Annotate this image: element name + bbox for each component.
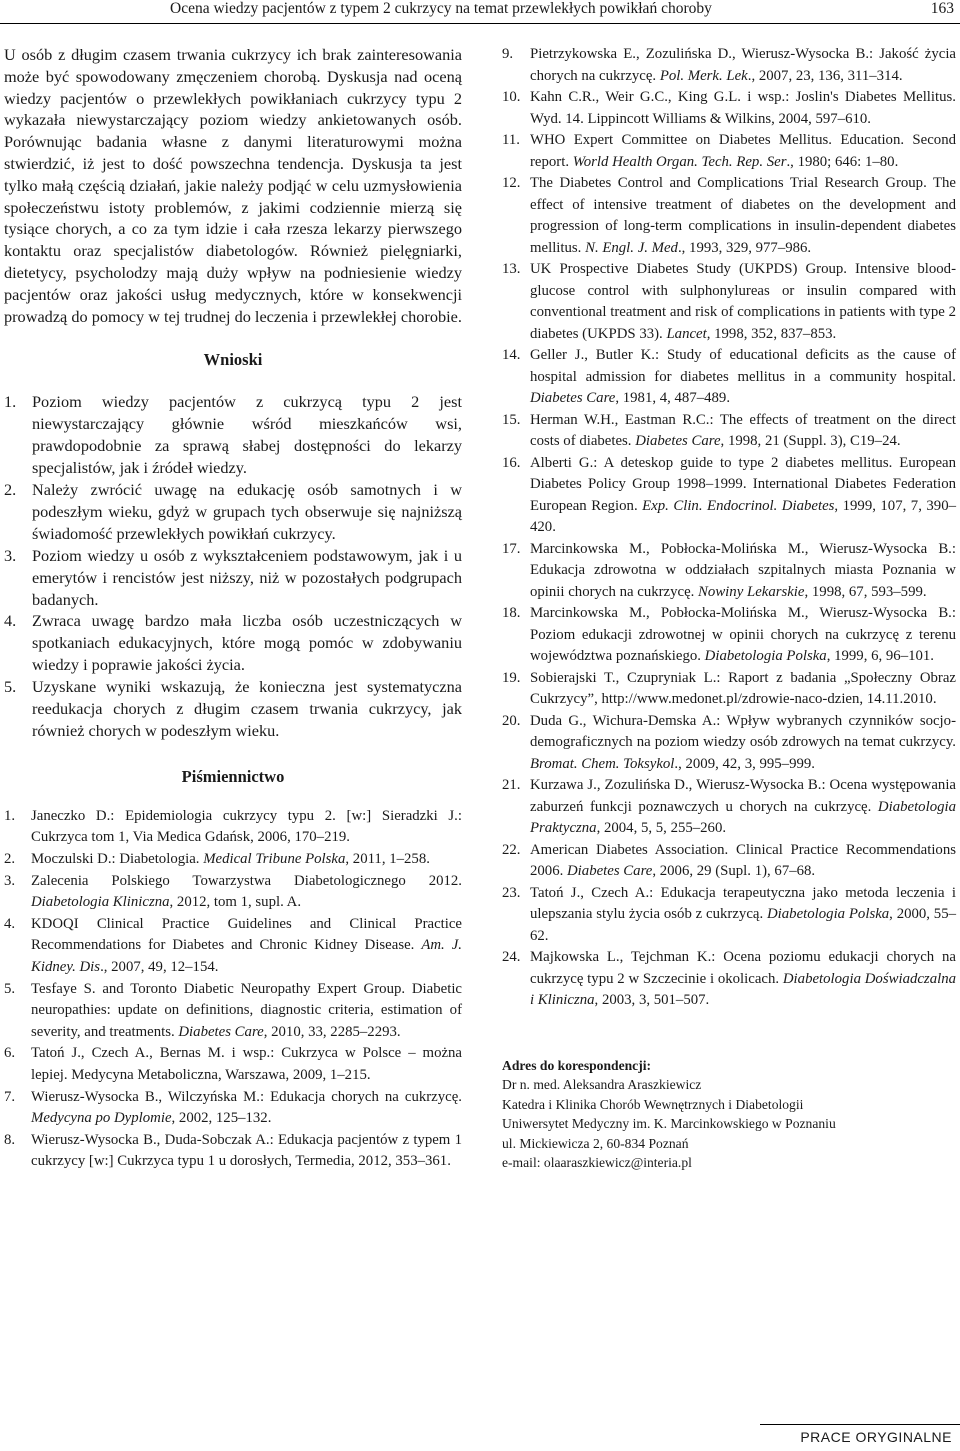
reference-number: 16. — [502, 454, 521, 471]
reference-number: 13. — [502, 261, 521, 277]
reference-journal: Diabetes Care — [635, 433, 721, 449]
reference-text: Herman W.H., Eastman R.C.: The effects of treatment on the direct costs of diabetes. Diabetes Care, 1998, 21 (Suppl. 3), C19–24. — [530, 411, 956, 449]
reference-number: 1. — [4, 807, 16, 824]
footer-rule — [760, 1424, 960, 1425]
reference-item — [4, 1043, 462, 1086]
reference-number: 7. — [4, 1088, 16, 1105]
reference-text: Geller J., Butler K.: Study of educational deficits as the cause of hospital admission for diabetes mellitus in a community hospital. Diabetes Care, 1981, 4, 487–489. — [530, 347, 956, 406]
reference-number: 15. — [502, 411, 521, 428]
reference-number: 17. — [502, 540, 521, 557]
reference-journal: Am. J. Kidney. Dis — [31, 937, 462, 976]
reference-text: Duda G., Wichura-Demska A.: Wpływ wybranych czynników socjo-demograficznych na poziom wiedzy osób zdrowych na temat cukrzycy. Bromat. Chem. Toksykol., 2009, 42, 3, 995–999. — [530, 712, 956, 772]
reference-journal: Diabetes Care — [178, 1023, 264, 1040]
reference-number: 5. — [4, 980, 16, 997]
reference-number: 4. — [4, 915, 16, 932]
reference-item — [502, 840, 956, 883]
reference-item — [502, 259, 956, 345]
reference-item — [502, 130, 956, 173]
reference-text: Kurzawa J., Zozulińska D., Wierusz-Wysocka B.: Ocena występowania zaburzeń funkcji poznawczych u chorych na cukrzycę. Diabetologia Praktyczna, 2004, 5, 5, 255–260. — [530, 777, 956, 836]
reference-item — [502, 345, 956, 410]
reference-journal: Medical Tribune Polska — [203, 851, 346, 868]
conclusions-list — [4, 391, 462, 742]
reference-number: 18. — [502, 605, 521, 621]
correspondence-line: ul. Mickiewicza 2, 60-834 Poznań — [502, 1135, 689, 1151]
reference-number: 12. — [502, 175, 521, 191]
reference-item — [4, 806, 462, 849]
reference-journal: Diabetologia Polska — [766, 906, 890, 922]
reference-text: Tatoń J., Czech A., Bernas M. i wsp.: Cukrzyca w Polsce – można lepiej. Medycyna Metaboliczna, Warszawa, 2009, 1–215. — [31, 1045, 462, 1083]
correspondence-block — [502, 1056, 956, 1173]
reference-number: 3. — [4, 872, 16, 889]
discussion-paragraph: U osób z długim czasem trwania cukrzycy ich brak zainteresowania może być spowodowany zmęczeniem chorobą. Dyskusja nad oceną wiedzy pacjentów o przewlekłych powikłaniach cukrzycy typu 2 wykazała niewystarczający poziom wiedzy ankietowanych osób. Porównując badania własne z danymi literaturowymi można stwierdzić, iż jest to dość powszechna tendencja. Dyskusja ta jest tylko małą częścią działań, jakie należy podjąć w celu uzmysłowienia społeczeństwu istoty problemów, z jakimi codziennie mierzą się tysiące chorych, a co za tym idzie i cała rzesza lekarzy pierwszego kontaktu oraz specjalistów diabetologów. Również pielęgniarki, dietetycy, psycholodzy mają duży wpływ na podniesienie wiedzy pacjentów oraz jakości usług medycznych, które w konsekwencji prowadzą do pomocy w tej trudnej do leczenia i przewlekłej chorobie. — [4, 45, 462, 326]
reference-item — [4, 979, 462, 1044]
reference-item — [502, 668, 956, 711]
reference-item — [4, 871, 462, 914]
correspondence-line: Uniwersytet Medyczny im. K. Marcinkowskiego w Poznaniu — [502, 1116, 836, 1131]
reference-text: Marcinkowska M., Pobłocka-Molińska M., Wierusz-Wysocka B.: Edukacja zdrowotna w oddziałach szpitalnych miasta Poznania w opinii chorych na cukrzycę. Nowiny Lekarskie, 1998, 67, 593–599. — [530, 540, 956, 600]
reference-item — [4, 1087, 462, 1130]
reference-text: Moczulski D.: Diabetologia. Medical Tribune Polska, 2011, 1–258. — [31, 851, 430, 868]
reference-number: 10. — [502, 89, 521, 105]
reference-text: Pietrzykowska E., Zozulińska D., Wierusz-Wysocka B.: Jakość życia chorych na cukrzycę. Pol. Merk. Lek., 2007, 23, 136, 311–314. — [530, 46, 956, 84]
reference-text: Alberti G.: A deteskop guide to type 2 diabetes mellitus. European Diabetes Policy Group 1998–1999. International Diabetes Federation European Region. Exp. Clin. Endocrinol. Diabetes, 1999, 107, 7, 390–420. — [530, 454, 956, 535]
reference-number: 19. — [502, 669, 521, 686]
reference-item — [502, 410, 956, 453]
reference-item — [502, 775, 956, 840]
reference-number: 22. — [502, 841, 521, 858]
reference-number: 20. — [502, 712, 521, 729]
running-header — [0, 0, 960, 24]
reference-journal: Diabetes Care — [567, 863, 653, 879]
references-heading: Piśmiennictwo — [181, 766, 285, 786]
reference-number: 23. — [502, 884, 521, 901]
reference-journal: Nowiny Lekarskie — [698, 583, 805, 600]
reference-text: UK Prospective Diabetes Study (UKPDS) Group. Intensive blood-glucose control with sulphonylureas or insulin compared with conventional treatment and risk of complications in patients with type 2 diabetes (UKPDS 33). Lancet, 1998, 352, 837–853. — [530, 261, 956, 342]
header-rule — [0, 23, 960, 24]
reference-text: Tesfaye S. and Toronto Diabetic Neuropathy Expert Group. Diabetic neuropathies: update on definitions, diagnostic criteria, estimation of severity, and treatments. Diabetes Care, 2010, 33, 2285–2293. — [31, 980, 462, 1040]
reference-number: 21. — [502, 777, 521, 793]
references-list-left — [4, 806, 462, 1173]
reference-text: Janeczko D.: Epidemiologia cukrzycy typu 2. [w:] Sieradzki J.: Cukrzyca tom 1, Via Medica Gdańsk, 2006, 170–219. — [31, 807, 462, 846]
reference-item — [502, 539, 956, 604]
reference-item — [4, 914, 462, 979]
correspondence-label: Adres do korespondencji: — [502, 1057, 652, 1073]
reference-journal: Diabetologia Polska — [704, 648, 827, 664]
reference-item — [502, 603, 956, 668]
reference-text: American Diabetes Association. Clinical Practice Recommendations 2006. Diabetes Care, 2006, 29 (Supl. 1), 67–68. — [530, 841, 956, 879]
reference-journal: Diabetes Care — [530, 390, 616, 406]
reference-text: Tatoń J., Czech A.: Edukacja terapeutyczna jako metoda leczenia i ulepszania stylu życia osób z cukrzycą. Diabetologia Polska, 2000, 55–62. — [530, 884, 957, 944]
reference-number: 2. — [4, 851, 16, 868]
reference-item — [502, 87, 956, 130]
conclusion-item: 3. Poziom wiedzy u osób z wykształceniem podstawowym, jak i u emerytów i rencistów jest niższy, niż w pozostałych podgrupach badanych. — [4, 545, 462, 609]
reference-text: Kahn C.R., Weir G.C., King G.L. i wsp.: Joslin's Diabetes Mellitus. Wyd. 14. Lippincott Williams & Wilkins, 2004, 597–610. — [530, 89, 956, 127]
running-title: Ocena wiedzy pacjentów z typem 2 cukrzycy na temat przewlekłych powikłań choroby — [170, 0, 712, 17]
reference-item — [502, 173, 956, 259]
reference-journal: N. Engl. J. Med — [585, 239, 678, 256]
reference-journal: Bromat. Chem. Toksykol — [530, 755, 675, 772]
right-column — [502, 44, 956, 1173]
reference-text: Wierusz-Wysocka B., Wilczyńska M.: Edukacja chorych na cukrzycę. Medycyna po Dyplomie, 2002, 125–132. — [31, 1088, 462, 1127]
reference-journal: Diabetologia Doświadczalna i Kliniczna — [530, 970, 957, 1008]
reference-item — [502, 453, 956, 539]
reference-text: KDOQI Clinical Practice Guidelines and Clinical Practice Recommendations for Diabetes and Chronic Kidney Disease. Am. J. Kidney. Dis., 2007, 49, 12–154. — [31, 915, 462, 976]
reference-item — [502, 711, 956, 776]
reference-number: 9. — [502, 46, 514, 62]
reference-item — [502, 947, 956, 1012]
reference-text: Marcinkowska M., Pobłocka-Molińska M., Wierusz-Wysocka B.: Poziom edukacji zdrowotnej w opinii chorych na cukrzycę z terenu województwa poznańskiego. Diabetologia Polska, 1999, 6, 96–101. — [530, 605, 956, 664]
reference-journal: Lancet — [666, 325, 707, 342]
correspondence-email: e-mail: olaaraszkiewicz@interia.pl — [502, 1155, 692, 1170]
references-list-right — [502, 44, 956, 1012]
reference-number: 8. — [4, 1131, 16, 1148]
reference-journal: Medycyna po Dyplomie — [31, 1110, 172, 1127]
conclusion-item: 1. Poziom wiedzy pacjentów z cukrzycą typu 2 jest niewystarczający głównie wśród mieszkańców wsi, prawdopodobnie za sprawą słabej dostępności do lekarzy specjalistów, jak i źródeł wiedzy. — [4, 392, 462, 478]
reference-number: 6. — [4, 1045, 16, 1062]
conclusion-item: 4. Zwraca uwagę bardzo mała liczba osób uczestniczących w spotkaniach edukacyjnych, które mogą pomóc w zdobywaniu wiedzy i poprawie jakości życia. — [4, 611, 462, 675]
reference-number: 24. — [502, 949, 521, 965]
conclusion-item: 2. Należy zwrócić uwagę na edukację osób samotnych i w podeszłym wieku, gdyż w grupach tych obserwuje się najniższą świadomość przewlekłych powikłań cukrzycy. — [4, 479, 462, 543]
reference-journal: World Health Organ. Tech. Rep. Ser — [572, 153, 787, 170]
reference-text: Zalecenia Polskiego Towarzystwa Diabetologicznego 2012. Diabetologia Kliniczna, 2012, tom 1, supl. A. — [31, 872, 462, 911]
reference-text: The Diabetes Control and Complications Trial Research Group. The effect of intensive treatment of diabetes on the development and progression of long-term complications in insulin-dependent diabetes mellitus. N. Engl. J. Med., 1993, 329, 977–986. — [530, 175, 956, 256]
reference-journal: Pol. Merk. Lek — [659, 67, 748, 84]
reference-text: Majkowska L., Tejchman K.: Ocena poziomu edukacji chorych na cukrzycę typu 2 w Szczecinie i okolicach. Diabetologia Doświadczalna i Kliniczna, 2003, 3, 501–507. — [530, 949, 957, 1008]
reference-journal: Diabetologia Praktyczna — [530, 798, 956, 836]
reference-number: 14. — [502, 347, 521, 363]
reference-item — [502, 883, 956, 948]
section-label: PRACE ORYGINALNE — [800, 1429, 952, 1445]
correspondence-line: Katedra i Klinika Chorób Wewnętrznych i Diabetologii — [502, 1096, 804, 1112]
page-number: 163 — [930, 0, 954, 17]
reference-journal: Diabetologia Kliniczna — [31, 894, 170, 911]
left-column — [4, 44, 462, 1173]
reference-item — [4, 849, 462, 871]
conclusions-heading: Wnioski — [203, 350, 263, 370]
reference-text: Sobierajski T., Czupryniak L.: Raport z badania „Społeczny Obraz Cukrzycy”, http://www.medonet.pl/zdrowie-naco-dzien, 14.11.2010. — [530, 669, 956, 707]
reference-item — [4, 1130, 462, 1173]
conclusion-item: 5. Uzyskane wyniki wskazują, że konieczna jest systematyczna reedukacja chorych z długim czasem trwania cukrzycy, jak również chorych w podeszłym wieku. — [4, 677, 462, 740]
reference-journal: Exp. Clin. Endocrinol. Diabetes — [642, 497, 835, 514]
reference-text: Wierusz-Wysocka B., Duda-Sobczak A.: Edukacja pacjentów z typem 1 cukrzycy [w:] Cukrzyca typu 1 u dorosłych, Termedia, 2012, 353–361. — [31, 1131, 462, 1170]
reference-number: 11. — [502, 132, 520, 148]
reference-item — [502, 44, 956, 87]
correspondence-line: Dr n. med. Aleksandra Araszkiewicz — [502, 1077, 702, 1092]
reference-text: WHO Expert Committee on Diabetes Mellitus. Education. Second report. World Health Organ. Tech. Rep. Ser., 1980; 646: 1–80. — [530, 132, 956, 170]
